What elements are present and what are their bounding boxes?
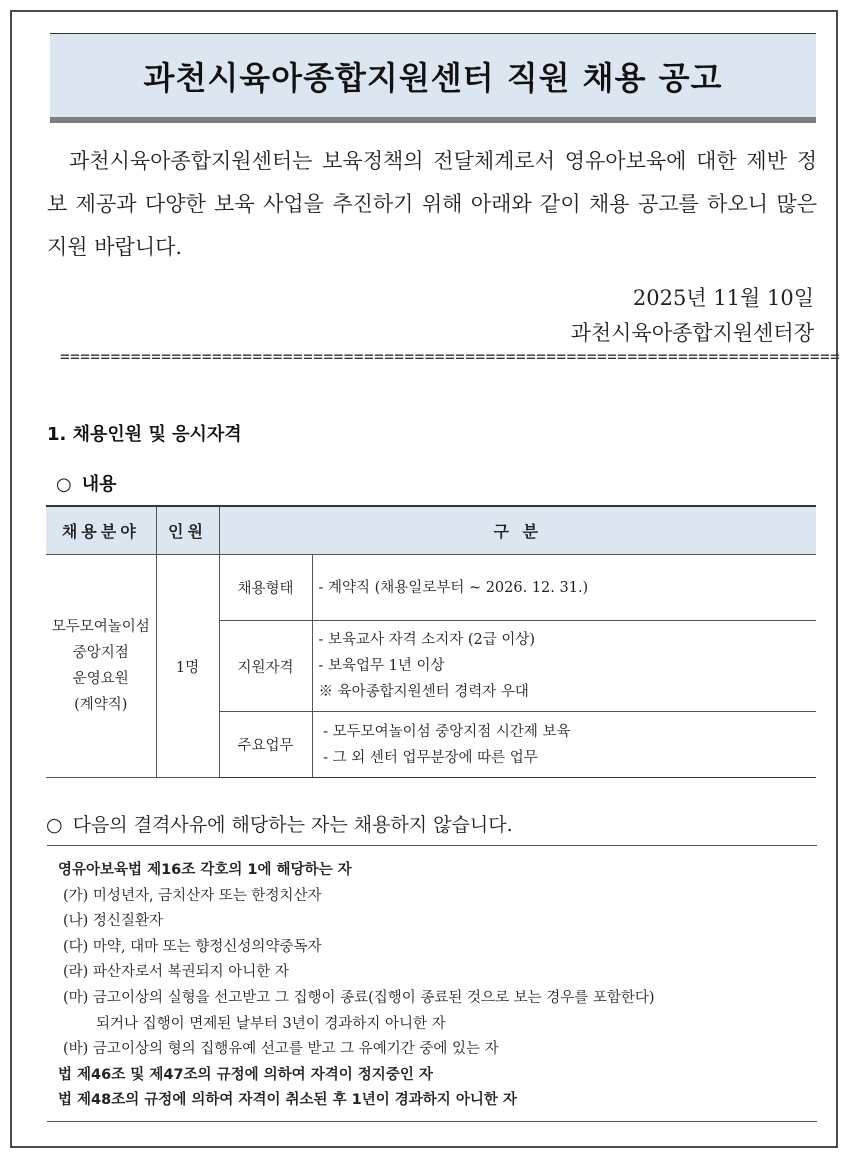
list-item-continuation: 되거나 집행이 면제된 날부터 3년이 경과하지 아니한 자 [96, 1015, 446, 1032]
detail-line: - 계약직 (채용일로부터 ~ 2026. 12. 31.) [318, 579, 589, 596]
position-cell [46, 555, 156, 778]
list-item: (다) 마약, 대마 또는 향정신성의약중독자 [63, 938, 322, 955]
list-item: (바) 금고이상의 형의 집행유예 선고를 받고 그 유예기간 중에 있는 자 [63, 1041, 499, 1058]
header-count: 인원 [156, 506, 219, 555]
position-line: 모두모여놀이섬 [51, 619, 150, 635]
circle-bullet-icon: ○ [46, 814, 63, 836]
list-item: (가) 미성년자, 금치산자 또는 한정치산자 [63, 887, 322, 904]
circle-bullet-icon: ○ [56, 474, 72, 495]
separator-line: ============================================================================= [60, 347, 841, 366]
disqualification-heading-text: 다음의 결격사유에 해당하는 자는 채용하지 않습니다. [72, 814, 513, 836]
section-heading-recruitment: 1. 채용인원 및 응시자격 [47, 424, 242, 445]
position-line: (계약직) [74, 697, 128, 713]
subheading-content [56, 470, 117, 496]
count-cell: 1명 [156, 555, 219, 778]
table-header-row [46, 506, 816, 555]
law-reference: 법 제48조의 규정에 의하여 자격이 취소된 후 1년이 경과하지 아니한 자 [58, 1092, 517, 1109]
law-reference: 법 제46조 및 제47조의 규정에 의하여 자격이 정지중인 자 [58, 1066, 433, 1083]
list-item: (라) 파산자로서 복권되지 아니한 자 [63, 964, 289, 981]
notice-signer: 과천시육아종합지원센터장 [570, 321, 814, 345]
detail-line: - 모두모여놀이섬 중앙지점 시간제 보육 [318, 723, 571, 740]
law-reference: 영유아보육법 제16조 각호의 1에 해당하는 자 [58, 862, 352, 878]
subheading-label: 내용 [81, 474, 117, 495]
position-line: 중앙지점 [72, 645, 129, 661]
recruitment-table [46, 505, 816, 778]
divider [47, 845, 817, 846]
disqualification-heading [46, 810, 513, 837]
list-item: (마) 금고이상의 실형을 선고받고 그 집행이 종료(집행이 종료된 것으로 보는 경우를 포함한다) [63, 989, 655, 1006]
notice-date: 2025년 11월 10일 [632, 286, 814, 310]
header-category: 구 분 [219, 506, 816, 555]
row-label: 주요업무 [219, 712, 312, 778]
header-field: 채용분야 [46, 506, 156, 555]
detail-line: ※ 육아종합지원센터 경력자 우대 [318, 684, 529, 700]
title-banner [50, 33, 816, 123]
row-label: 지원자격 [219, 621, 312, 712]
row-detail [312, 712, 816, 778]
row-detail [312, 621, 816, 712]
row-detail [312, 555, 816, 621]
page-title: 과천시육아종합지원센터 직원 채용 공고 [143, 58, 723, 97]
intro-paragraph [47, 140, 817, 269]
row-label: 채용형태 [219, 555, 312, 621]
table-row [46, 555, 816, 621]
divider [47, 1121, 817, 1122]
intro-text: 과천시육아종합지원센터는 보육정책의 전달체계로서 영유아보육에 대한 제반 정보 제공과 다양한 보육 사업을 추진하기 위해 아래와 같이 채용 공고를 하오니 많은 지원 바랍니다. [47, 149, 817, 259]
detail-line: - 보육업무 1년 이상 [318, 658, 445, 674]
detail-line: - 그 외 센터 업무분장에 따른 업무 [318, 749, 538, 766]
position-line: 운영요원 [72, 671, 129, 687]
list-item: (나) 정신질환자 [63, 913, 163, 930]
detail-line: - 보육교사 자격 소지자 (2급 이상) [318, 632, 536, 648]
disqualification-list [58, 858, 818, 1114]
